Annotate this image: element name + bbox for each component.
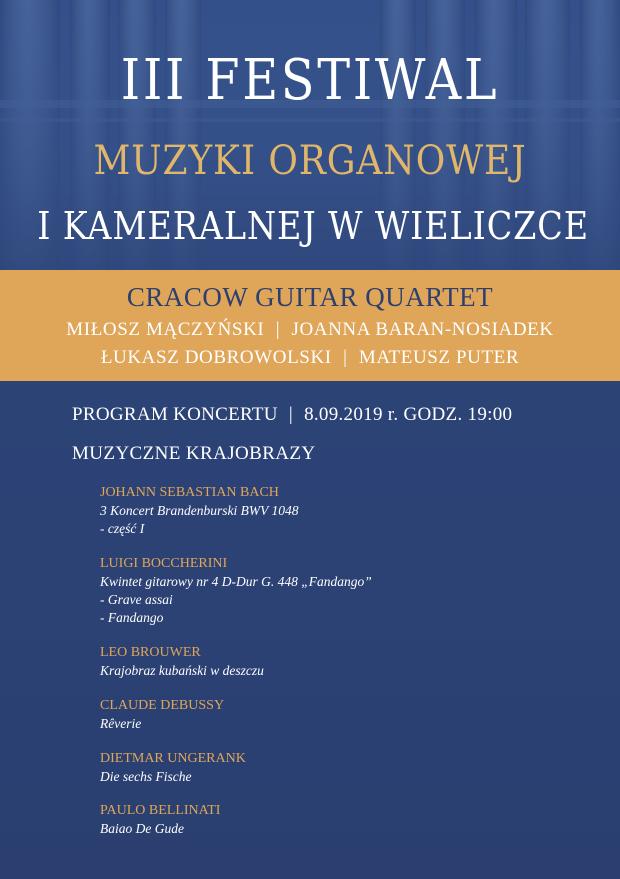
- work-line: - Grave assai: [100, 592, 173, 607]
- composer-name: DIETMAR UNGERANK: [100, 751, 246, 766]
- work-line: Kwintet gitarowy nr 4 D-Dur G. 448 „Fandango”: [100, 574, 372, 589]
- work-line: - część I: [100, 521, 145, 536]
- composer-name: JOHANN SEBASTIAN BACH: [100, 485, 279, 500]
- composer-name: LEO BROUWER: [100, 645, 201, 660]
- work-line: - Fandango: [100, 610, 164, 625]
- composer-name: PAULO BELLINATI: [100, 803, 221, 818]
- program-header: [72, 404, 512, 426]
- separator: |: [288, 404, 293, 425]
- program-subtitle: MUZYCZNE KRAJOBRAZY: [72, 443, 316, 464]
- member-name: ŁUKASZ DOBROWOLSKI: [100, 347, 332, 368]
- work-line: Krajobraz kubański w deszczu: [100, 663, 264, 678]
- composer-name: CLAUDE DEBUSSY: [100, 698, 225, 713]
- member-name: MATEUSZ PUTER: [358, 347, 520, 368]
- program-item: [100, 697, 600, 733]
- title-line-3: I KAMERALNEJ W WIELICZCE: [37, 204, 590, 248]
- members-line-2: [0, 347, 620, 369]
- program-item: [100, 555, 600, 627]
- festival-title: [0, 0, 620, 270]
- ensemble-name: CRACOW GUITAR QUARTET: [126, 282, 494, 312]
- separator: |: [275, 319, 281, 340]
- separator: |: [343, 347, 348, 368]
- title-line-2: MUZYKI ORGANOWEJ: [93, 138, 527, 184]
- member-name: JOANNA BARAN-NOSIADEK: [291, 319, 554, 340]
- members-line-1: [0, 319, 620, 341]
- program-label: PROGRAM KONCERTU: [72, 404, 278, 425]
- title-line-1: III FESTIWAL: [120, 48, 500, 113]
- composer-name: LUIGI BOCCHERINI: [100, 556, 228, 571]
- program-item: [100, 484, 600, 538]
- work-line: Rêverie: [100, 716, 142, 731]
- program-item: [100, 750, 600, 786]
- ensemble-band: [0, 270, 620, 381]
- program-item: [100, 644, 600, 680]
- program-item: [100, 802, 600, 838]
- work-line: Baiao De Gude: [100, 821, 184, 836]
- work-line: Die sechs Fische: [100, 769, 192, 784]
- work-line: 3 Koncert Brandenburski BWV 1048: [100, 503, 299, 518]
- concert-datetime: 8.09.2019 r. GODZ. 19:00: [304, 404, 513, 425]
- member-name: MIŁOSZ MĄCZYŃSKI: [66, 319, 265, 340]
